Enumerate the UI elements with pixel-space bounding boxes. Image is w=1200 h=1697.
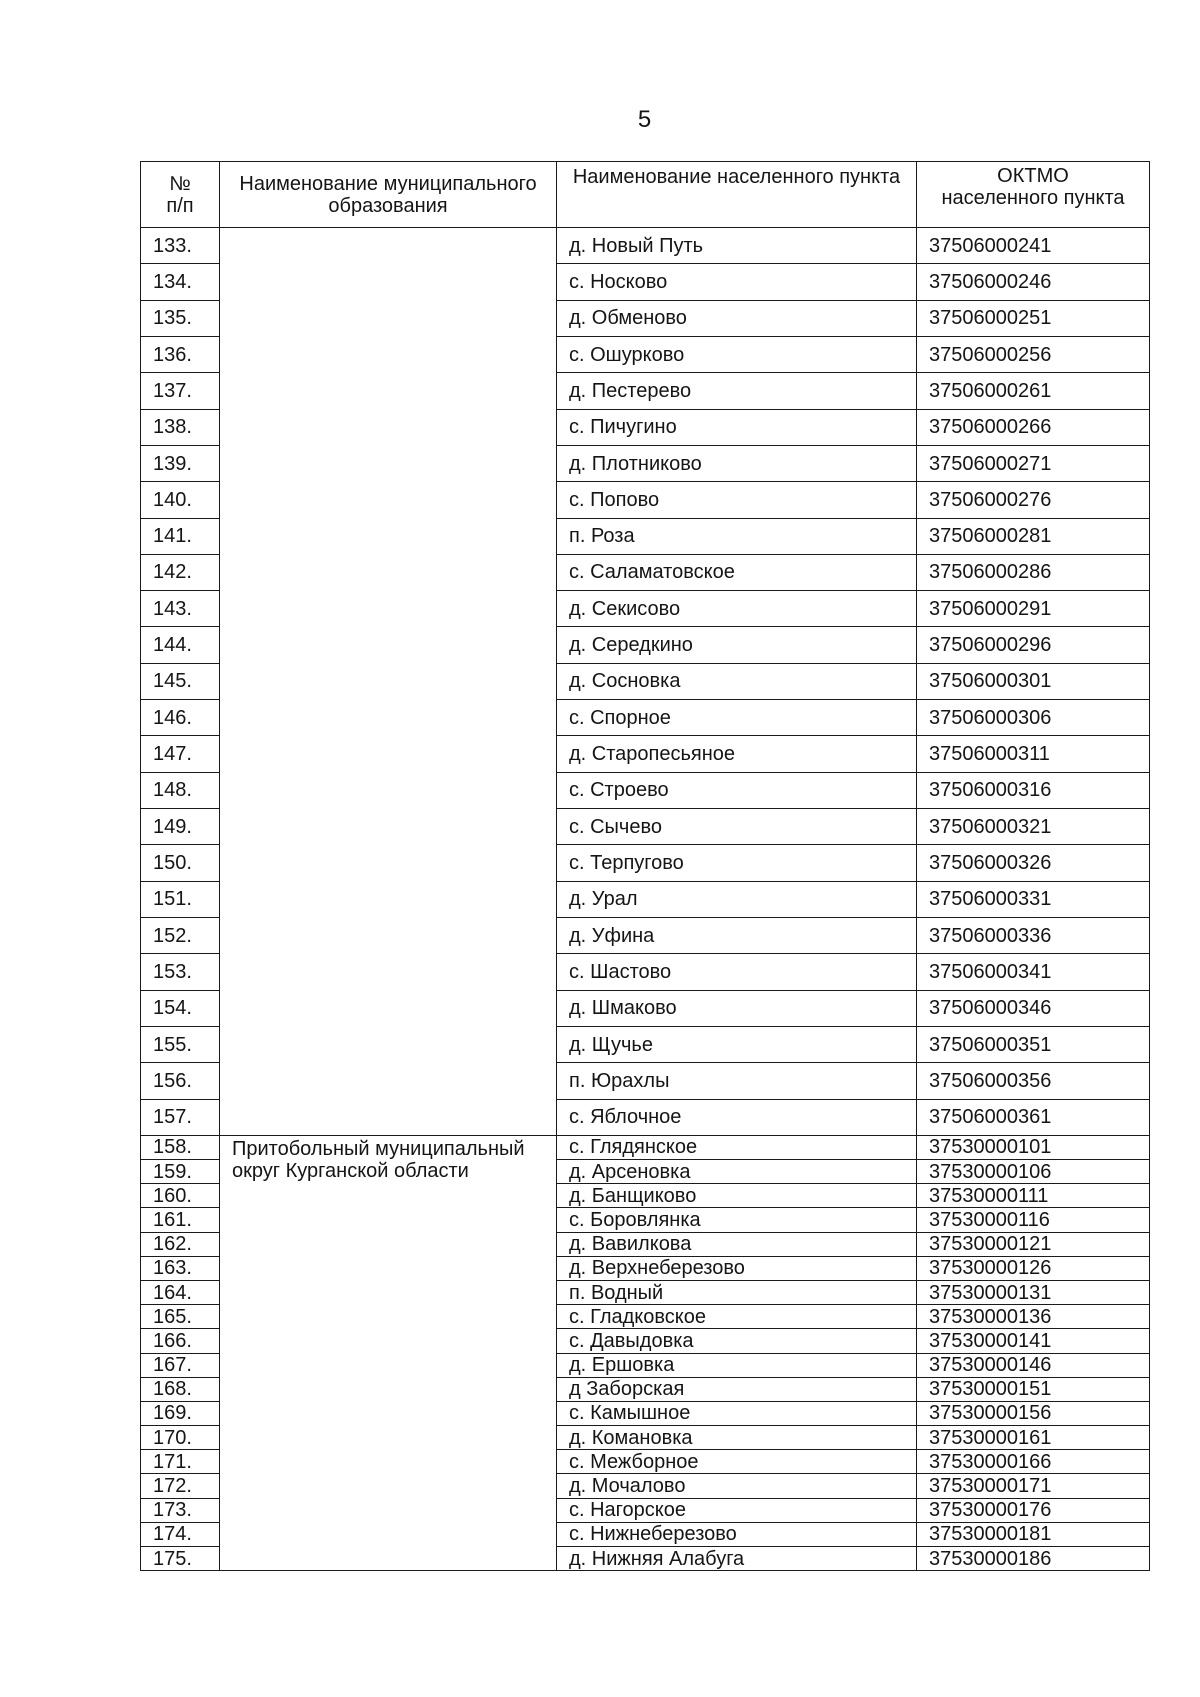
settlement-name-cell: с. Давыдовка bbox=[557, 1329, 917, 1353]
oktmo-code-cell: 37530000106 bbox=[917, 1160, 1150, 1184]
table-row bbox=[141, 1135, 1150, 1159]
row-number-cell: 136. bbox=[141, 336, 220, 372]
row-number-cell: 148. bbox=[141, 772, 220, 808]
row-number-cell: 143. bbox=[141, 591, 220, 627]
row-number-cell: 138. bbox=[141, 409, 220, 445]
oktmo-code-cell: 37506000331 bbox=[917, 881, 1150, 917]
row-number-cell: 135. bbox=[141, 300, 220, 336]
settlement-name-cell: с. Спорное bbox=[557, 700, 917, 736]
row-number-cell: 166. bbox=[141, 1329, 220, 1353]
oktmo-code-cell: 37506000261 bbox=[917, 373, 1150, 409]
row-number-cell: 144. bbox=[141, 627, 220, 663]
header-municipality-label: образования bbox=[328, 194, 448, 217]
municipality-name-line: Притобольный муниципальный bbox=[232, 1137, 525, 1160]
oktmo-code-cell: 37530000116 bbox=[917, 1208, 1150, 1232]
settlement-name-cell: с. Сычево bbox=[557, 809, 917, 845]
row-number-cell: 145. bbox=[141, 663, 220, 699]
settlement-name-cell: с. Шастово bbox=[557, 954, 917, 990]
row-number-cell: 159. bbox=[141, 1160, 220, 1184]
oktmo-code-cell: 37506000266 bbox=[917, 409, 1150, 445]
oktmo-code-cell: 37506000341 bbox=[917, 954, 1150, 990]
oktmo-code-cell: 37530000181 bbox=[917, 1522, 1150, 1546]
oktmo-code-cell: 37530000141 bbox=[917, 1329, 1150, 1353]
row-number-cell: 164. bbox=[141, 1280, 220, 1304]
oktmo-code-cell: 37506000351 bbox=[917, 1026, 1150, 1062]
oktmo-code-cell: 37506000321 bbox=[917, 809, 1150, 845]
settlement-name-cell: д. Секисово bbox=[557, 591, 917, 627]
oktmo-code-cell: 37530000161 bbox=[917, 1426, 1150, 1450]
header-oktmo-label: ОКТМО bbox=[997, 165, 1069, 187]
oktmo-code-cell: 37530000111 bbox=[917, 1184, 1150, 1208]
row-number-cell: 146. bbox=[141, 700, 220, 736]
oktmo-code-cell: 37506000246 bbox=[917, 264, 1150, 300]
municipality-cell bbox=[220, 1135, 557, 1570]
settlement-name-cell: д. Сосновка bbox=[557, 663, 917, 699]
oktmo-code-cell: 37530000151 bbox=[917, 1377, 1150, 1401]
settlement-name-cell: д. Пестерево bbox=[557, 373, 917, 409]
settlement-name-cell: с. Межборное bbox=[557, 1450, 917, 1474]
settlement-name-cell: п. Роза bbox=[557, 518, 917, 554]
oktmo-code-cell: 37530000171 bbox=[917, 1474, 1150, 1498]
settlement-name-cell: д. Середкино bbox=[557, 627, 917, 663]
oktmo-code-cell: 37506000361 bbox=[917, 1099, 1150, 1135]
row-number-cell: 137. bbox=[141, 373, 220, 409]
oktmo-code-cell: 37530000121 bbox=[917, 1232, 1150, 1256]
row-number-cell: 160. bbox=[141, 1184, 220, 1208]
settlement-name-cell: с. Попово bbox=[557, 482, 917, 518]
row-number-cell: 173. bbox=[141, 1498, 220, 1522]
row-number-cell: 139. bbox=[141, 445, 220, 481]
oktmo-code-cell: 37506000316 bbox=[917, 772, 1150, 808]
row-number-cell: 165. bbox=[141, 1305, 220, 1329]
row-number-cell: 157. bbox=[141, 1099, 220, 1135]
oktmo-code-cell: 37530000146 bbox=[917, 1353, 1150, 1377]
row-number-cell: 156. bbox=[141, 1063, 220, 1099]
header-number-cell bbox=[141, 162, 220, 228]
oktmo-code-cell: 37530000101 bbox=[917, 1135, 1150, 1159]
settlement-name-cell: с. Носково bbox=[557, 264, 917, 300]
settlement-name-cell: д. Обменово bbox=[557, 300, 917, 336]
header-municipality-label: Наименование муниципального bbox=[239, 172, 537, 195]
row-number-cell: 168. bbox=[141, 1377, 220, 1401]
oktmo-code-cell: 37506000336 bbox=[917, 917, 1150, 953]
row-number-cell: 141. bbox=[141, 518, 220, 554]
settlement-name-cell: с. Ошурково bbox=[557, 336, 917, 372]
oktmo-code-cell: 37506000301 bbox=[917, 663, 1150, 699]
row-number-cell: 154. bbox=[141, 990, 220, 1026]
oktmo-code-cell: 37506000256 bbox=[917, 336, 1150, 372]
settlements-table bbox=[140, 161, 1150, 1571]
row-number-cell: 171. bbox=[141, 1450, 220, 1474]
oktmo-code-cell: 37506000271 bbox=[917, 445, 1150, 481]
oktmo-code-cell: 37506000306 bbox=[917, 700, 1150, 736]
row-number-cell: 149. bbox=[141, 809, 220, 845]
row-number-cell: 161. bbox=[141, 1208, 220, 1232]
oktmo-code-cell: 37506000286 bbox=[917, 554, 1150, 590]
settlement-name-cell: с. Гладковское bbox=[557, 1305, 917, 1329]
row-number-cell: 150. bbox=[141, 845, 220, 881]
row-number-cell: 155. bbox=[141, 1026, 220, 1062]
row-number-cell: 158. bbox=[141, 1135, 220, 1159]
settlement-name-cell: д. Урал bbox=[557, 881, 917, 917]
header-settlement-cell bbox=[557, 162, 917, 228]
settlement-name-cell: д. Мочалово bbox=[557, 1474, 917, 1498]
oktmo-code-cell: 37506000326 bbox=[917, 845, 1150, 881]
row-number-cell: 142. bbox=[141, 554, 220, 590]
row-number-cell: 152. bbox=[141, 917, 220, 953]
oktmo-code-cell: 37506000346 bbox=[917, 990, 1150, 1026]
settlement-name-cell: д. Ершовка bbox=[557, 1353, 917, 1377]
settlement-name-cell: д. Верхнеберезово bbox=[557, 1256, 917, 1280]
row-number-cell: 167. bbox=[141, 1353, 220, 1377]
settlement-name-cell: д. Щучье bbox=[557, 1026, 917, 1062]
settlement-name-cell: с. Яблочное bbox=[557, 1099, 917, 1135]
settlement-name-cell: с. Терпугово bbox=[557, 845, 917, 881]
municipality-cell bbox=[220, 228, 557, 1136]
header-municipality-cell bbox=[220, 162, 557, 228]
settlement-name-cell: д. Банщиково bbox=[557, 1184, 917, 1208]
row-number-cell: 151. bbox=[141, 881, 220, 917]
row-number-cell: 162. bbox=[141, 1232, 220, 1256]
oktmo-code-cell: 37506000251 bbox=[917, 300, 1150, 336]
header-oktmo-label: населенного пункта bbox=[941, 187, 1125, 209]
settlement-name-cell: с. Нагорское bbox=[557, 1498, 917, 1522]
oktmo-code-cell: 37530000166 bbox=[917, 1450, 1150, 1474]
settlement-name-cell: п. Юрахлы bbox=[557, 1063, 917, 1099]
settlement-name-cell: с. Нижнеберезово bbox=[557, 1522, 917, 1546]
oktmo-code-cell: 37530000176 bbox=[917, 1498, 1150, 1522]
oktmo-code-cell: 37506000291 bbox=[917, 591, 1150, 627]
row-number-cell: 147. bbox=[141, 736, 220, 772]
row-number-cell: 172. bbox=[141, 1474, 220, 1498]
settlement-name-cell: п. Водный bbox=[557, 1280, 917, 1304]
settlement-name-cell: с. Камышное bbox=[557, 1401, 917, 1425]
municipality-name-line: округ Курганской области bbox=[232, 1159, 469, 1182]
settlement-name-cell: д. Новый Путь bbox=[557, 228, 917, 264]
settlement-name-cell: с. Боровлянка bbox=[557, 1208, 917, 1232]
page-number: 5 bbox=[637, 106, 652, 133]
oktmo-code-cell: 37530000126 bbox=[917, 1256, 1150, 1280]
settlement-name-cell: д. Вавилкова bbox=[557, 1232, 917, 1256]
settlement-name-cell: с. Строево bbox=[557, 772, 917, 808]
header-number-label: № bbox=[169, 172, 191, 195]
settlement-name-cell: д. Комановка bbox=[557, 1426, 917, 1450]
table-header-row bbox=[141, 162, 1150, 228]
oktmo-code-cell: 37506000281 bbox=[917, 518, 1150, 554]
oktmo-code-cell: 37530000186 bbox=[917, 1547, 1150, 1571]
oktmo-code-cell: 37506000276 bbox=[917, 482, 1150, 518]
settlement-name-cell: д. Старопесьяное bbox=[557, 736, 917, 772]
row-number-cell: 174. bbox=[141, 1522, 220, 1546]
oktmo-code-cell: 37506000241 bbox=[917, 228, 1150, 264]
oktmo-code-cell: 37506000356 bbox=[917, 1063, 1150, 1099]
row-number-cell: 169. bbox=[141, 1401, 220, 1425]
row-number-cell: 153. bbox=[141, 954, 220, 990]
table-body bbox=[141, 228, 1150, 1571]
oktmo-code-cell: 37506000311 bbox=[917, 736, 1150, 772]
row-number-cell: 134. bbox=[141, 264, 220, 300]
table-row bbox=[141, 228, 1150, 264]
header-settlement-label: Наименование населенного пункта bbox=[572, 166, 901, 188]
settlement-name-cell: с. Пичугино bbox=[557, 409, 917, 445]
settlement-name-cell: д. Шмаково bbox=[557, 990, 917, 1026]
row-number-cell: 170. bbox=[141, 1426, 220, 1450]
settlement-name-cell: д. Плотниково bbox=[557, 445, 917, 481]
oktmo-code-cell: 37530000131 bbox=[917, 1280, 1150, 1304]
settlement-name-cell: д. Нижняя Алабуга bbox=[557, 1547, 917, 1571]
settlement-name-cell: с. Саламатовское bbox=[557, 554, 917, 590]
oktmo-code-cell: 37530000156 bbox=[917, 1401, 1150, 1425]
row-number-cell: 175. bbox=[141, 1547, 220, 1571]
settlement-name-cell: с. Глядянское bbox=[557, 1135, 917, 1159]
settlement-name-cell: д. Арсеновка bbox=[557, 1160, 917, 1184]
header-oktmo-cell bbox=[917, 162, 1150, 228]
row-number-cell: 163. bbox=[141, 1256, 220, 1280]
settlement-name-cell: д. Уфина bbox=[557, 917, 917, 953]
settlement-name-cell: д Заборская bbox=[557, 1377, 917, 1401]
oktmo-code-cell: 37506000296 bbox=[917, 627, 1150, 663]
oktmo-code-cell: 37530000136 bbox=[917, 1305, 1150, 1329]
row-number-cell: 133. bbox=[141, 228, 220, 264]
row-number-cell: 140. bbox=[141, 482, 220, 518]
header-number-label: п/п bbox=[166, 194, 194, 217]
